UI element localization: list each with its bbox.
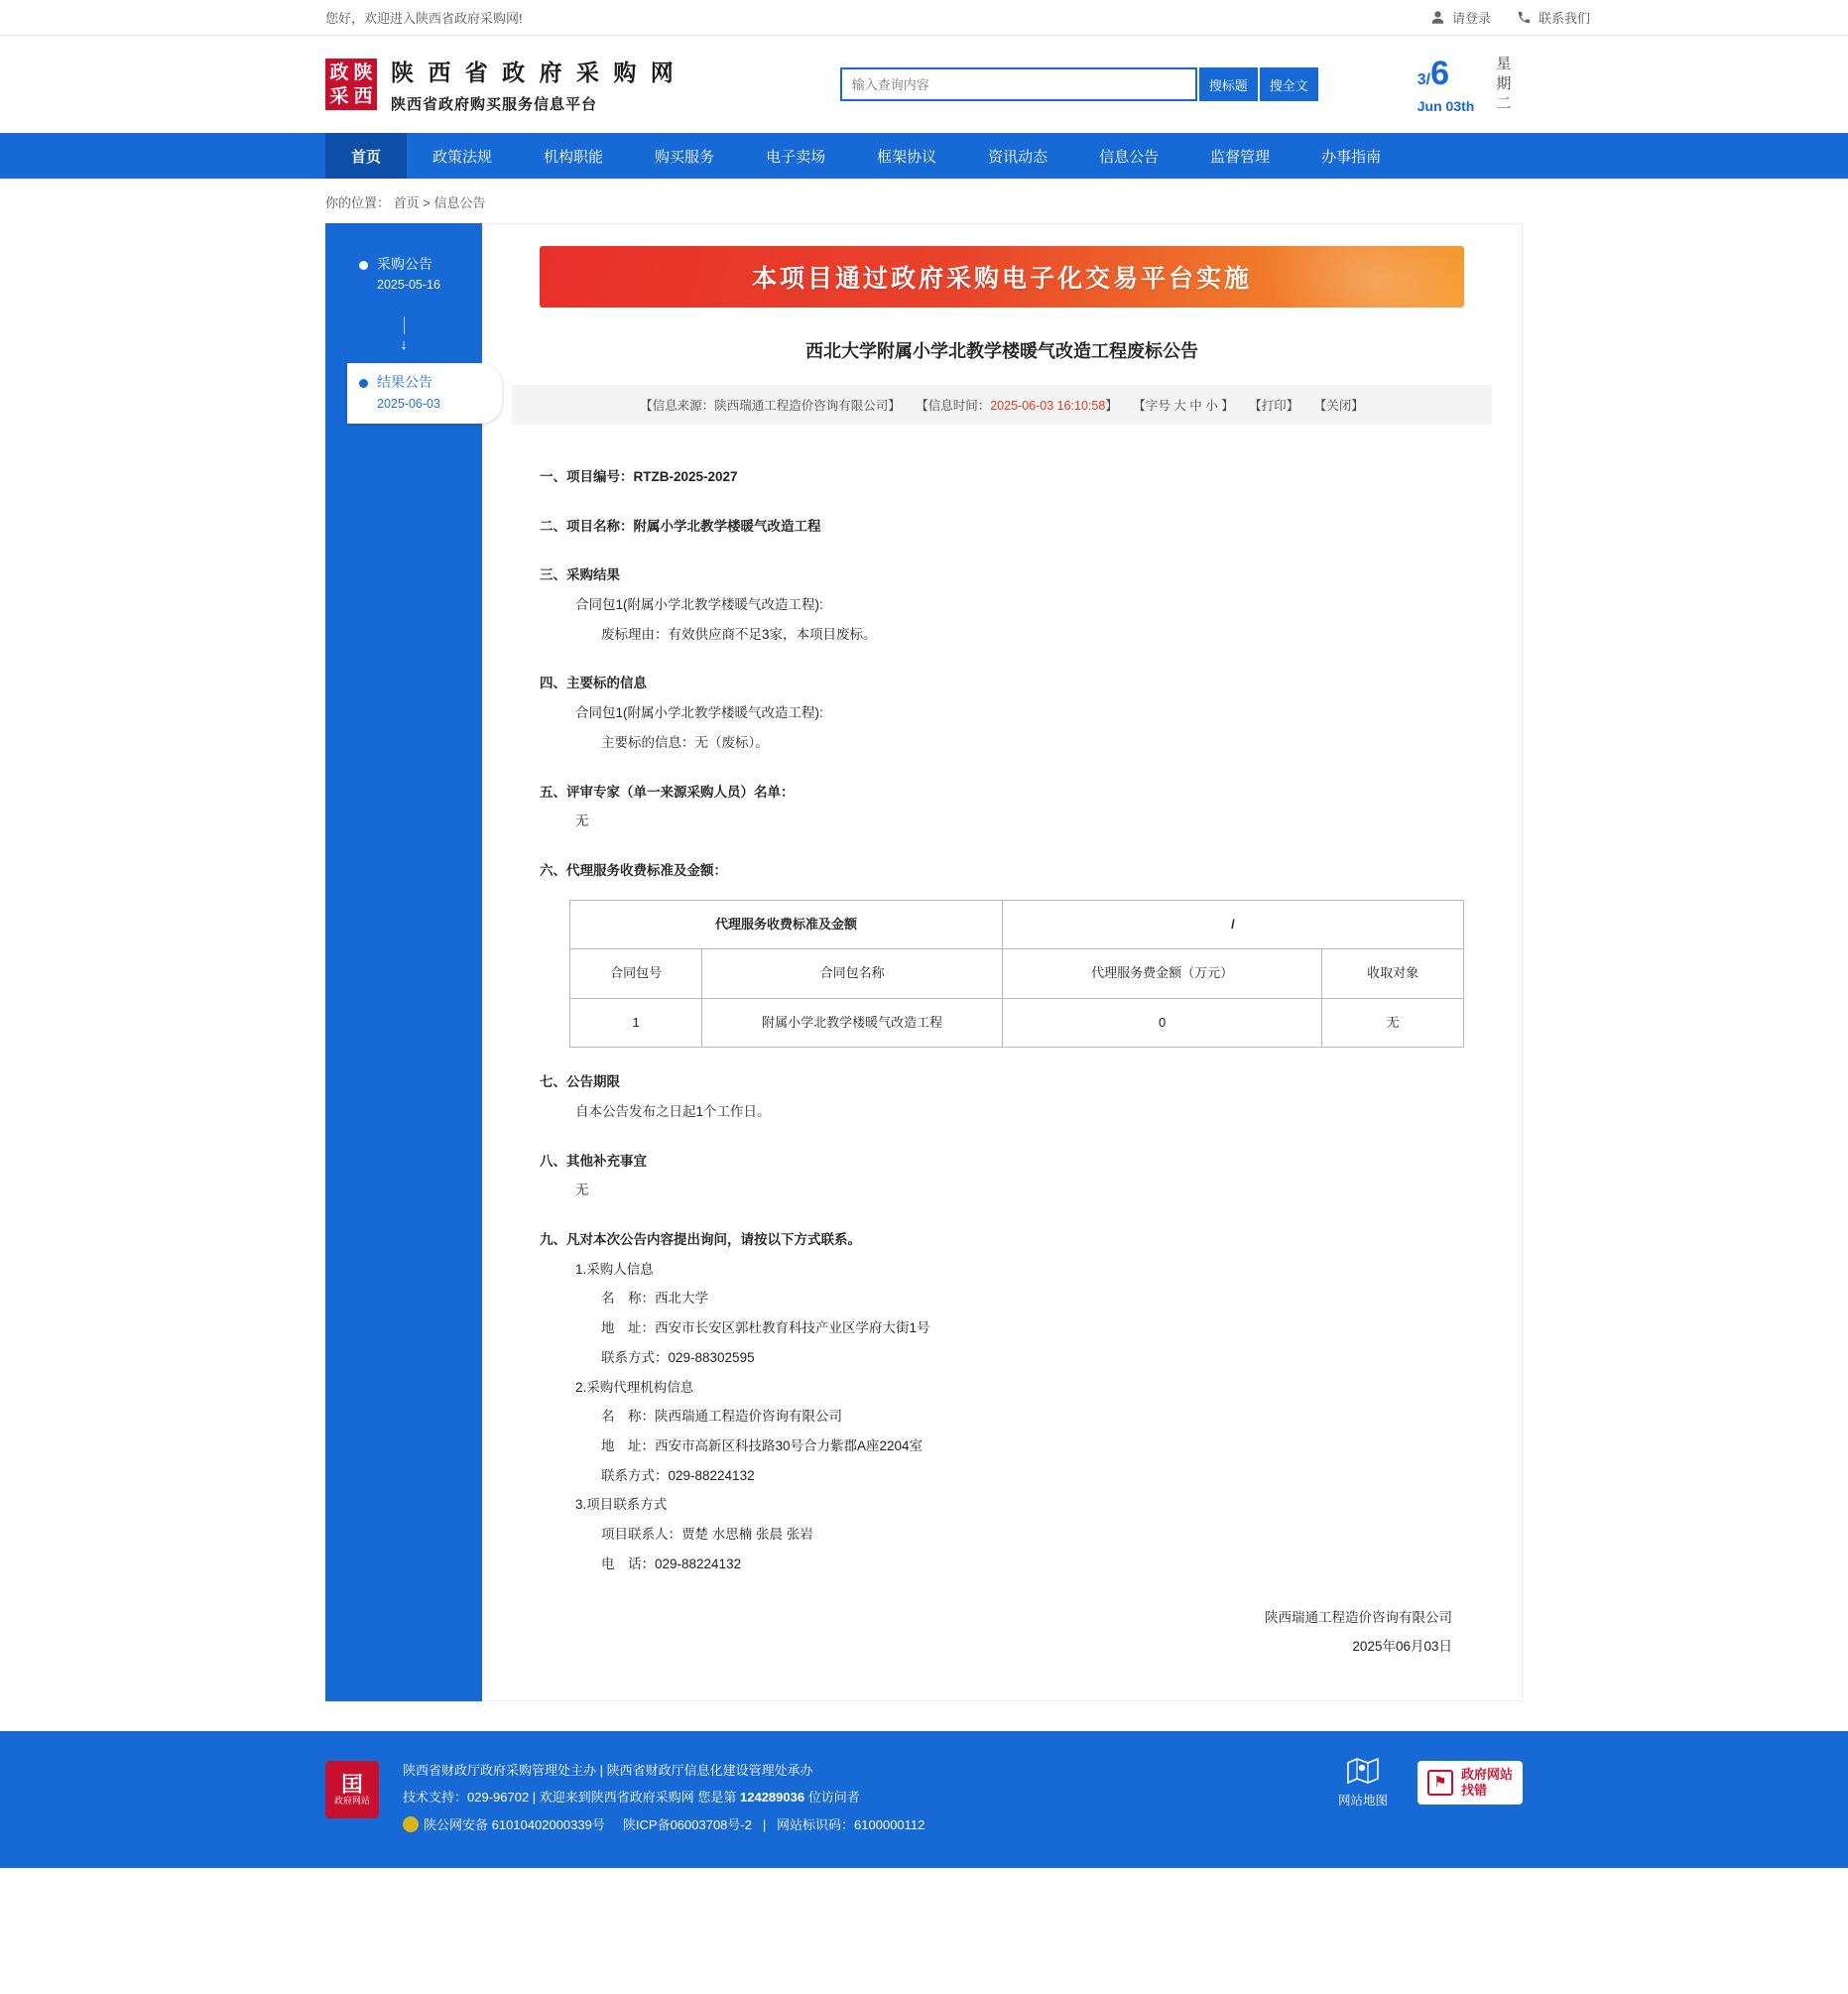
nav-item-functions[interactable]: 机构职能 (544, 148, 604, 166)
date-day: 6 (1430, 55, 1450, 93)
section-line: 联系方式：029-88224132 (601, 1467, 755, 1483)
signature-date: 2025年06月03日 (1352, 1638, 1452, 1654)
fontsize-small-button[interactable]: 小 (1205, 399, 1218, 413)
table-row (570, 998, 1464, 1048)
footer-line-2 (403, 1784, 924, 1810)
badge-line-2: 找错 (1460, 1783, 1487, 1799)
table-row (570, 900, 1464, 949)
logo-mark-icon (325, 59, 377, 110)
nav-item-guide[interactable]: 办事指南 (1321, 148, 1382, 166)
breadcrumb-separator: > (423, 195, 431, 210)
sidebar-arrow-glyph: ↓ (400, 336, 408, 354)
section-line: 无 (575, 1183, 589, 1198)
close-button[interactable]: 【关闭】 (1313, 399, 1364, 413)
section-heading: 六、代理服务收费标准及金额： (540, 862, 727, 878)
agency-fee-table (569, 900, 1464, 1049)
weekday-char-3: 二 (1496, 95, 1512, 113)
section-line: 废标理由：有效供应商不足3家，本项目废标。 (601, 626, 877, 642)
sidebar (325, 223, 482, 1701)
footer-line-1 (403, 1757, 924, 1784)
sitemap-label: 网站地图 (1337, 1794, 1388, 1808)
government-seal-icon: 囯 政府网站 (325, 1761, 379, 1818)
sidebar-flow-arrow-icon (325, 305, 482, 363)
sidebar-item-label: 采购公告 (377, 256, 432, 272)
date-month: 3 (1417, 71, 1426, 89)
weekday-label (1496, 55, 1511, 115)
site-header (0, 36, 1848, 133)
seal-label: 政府网站 (333, 1796, 370, 1807)
search-input[interactable] (840, 67, 1197, 101)
meta-fontsize-label: 【字号 (1133, 399, 1170, 413)
sidebar-item-date: 2025-05-16 (377, 278, 440, 293)
section-line: 项目联系人：贾楚 水思楠 张晨 张岩 (601, 1526, 813, 1542)
section-heading: 九、凡对本次公告内容提出询问，请按以下方式联系。 (540, 1232, 861, 1248)
print-button[interactable]: 【打印】 (1249, 399, 1299, 413)
section-heading: 八、其他补充事宜 (540, 1153, 647, 1169)
section-line: 合同包1(附属小学北教学楼暖气改造工程): (575, 597, 823, 613)
column-header: 代理服务费金额（万元） (1002, 949, 1321, 999)
site-logo[interactable] (325, 55, 678, 114)
table-cell: 0 (1002, 998, 1321, 1048)
site-footer (0, 1731, 1848, 1868)
footer-visitor-suffix: 位访问者 (804, 1790, 860, 1806)
article-content (482, 223, 1523, 1701)
date-numbers (1417, 55, 1475, 93)
sidebar-item-procurement-notice[interactable] (347, 245, 506, 305)
nav-item-policy[interactable]: 政策法规 (432, 148, 493, 166)
user-icon (1430, 10, 1445, 25)
date-separator: / (1425, 71, 1431, 89)
section-line: 2.采购代理机构信息 (575, 1379, 694, 1395)
section-heading: 一、项目编号：RTZB-2025-2027 (540, 469, 738, 484)
nav-item-news[interactable]: 资讯动态 (988, 148, 1048, 166)
meta-fontsize-end: 】 (1221, 399, 1234, 413)
site-name: 陕 西 省 政 府 采 购 网 (391, 60, 678, 85)
meta-time-end: 】 (1105, 399, 1118, 413)
section-heading: 三、采购结果 (540, 567, 620, 583)
section-line: 合同包1(附属小学北教学楼暖气改造工程): (575, 705, 823, 721)
meta-source-label: 【信息来源： (640, 399, 715, 413)
date-english: Jun 03th (1417, 98, 1475, 115)
fontsize-medium-button[interactable]: 中 (1189, 399, 1202, 413)
table-cell: 附属小学北教学楼暖气改造工程 (702, 998, 1003, 1048)
contact-link[interactable] (1517, 8, 1590, 27)
section-line: 3.项目联系方式 (575, 1497, 668, 1513)
section-line: 联系方式：029-88302595 (601, 1349, 755, 1365)
search-bar (840, 67, 1318, 101)
login-label: 请登录 (1451, 11, 1491, 26)
meta-source-end: 】 (888, 399, 901, 413)
column-header: 收取对象 (1322, 949, 1464, 999)
site-subtitle: 陕西省政府购买服务信息平台 (391, 96, 598, 113)
footer-line-3: 陕公网安备 61010402000339号 陕ICP备06003708号-2 | 网站标识码：6100000112 (403, 1811, 924, 1838)
signature-org: 陕西瑞通工程造价咨询有限公司 (1265, 1610, 1452, 1626)
section-line: 主要标的信息：无（废标）。 (601, 734, 769, 750)
sidebar-item-result-notice[interactable] (347, 363, 502, 423)
column-header: 合同包号 (570, 949, 702, 999)
table-row (570, 949, 1464, 999)
logo-char-4: 西 (353, 85, 373, 107)
breadcrumb-current: 信息公告 (433, 195, 486, 210)
visitor-count: 124289036 (740, 1790, 805, 1806)
logo-char-1: 政 (329, 62, 349, 83)
footer-host: 陕西省财政厅政府采购管理处主办 (403, 1763, 597, 1779)
bullet-icon (359, 261, 368, 270)
page-title: 西北大学附属小学北教学楼暖气改造工程废标公告 (805, 341, 1198, 361)
page-body (0, 223, 1848, 1701)
section-line: 无 (575, 813, 589, 829)
footer-right-block (1338, 1757, 1523, 1808)
nav-item-framework[interactable]: 框架协议 (877, 148, 937, 166)
nav-item-supervision[interactable]: 监督管理 (1210, 148, 1271, 166)
section-heading: 五、评审专家（单一来源采购人员）名单： (540, 784, 795, 800)
welcome-text: 您好，欢迎进入陕西省政府采购网! (325, 11, 523, 26)
main-nav (0, 133, 1848, 179)
table-cell: 1 (570, 998, 702, 1048)
article-meta-bar (512, 385, 1492, 425)
meta-time-label: 【信息时间： (916, 399, 991, 413)
police-record-link[interactable]: 陕公网安备 61010402000339号 (424, 1816, 605, 1832)
search-fulltext-button[interactable]: 搜全文 (1260, 67, 1318, 101)
section-heading: 七、公告期限 (540, 1074, 620, 1090)
sitemap-link[interactable] (1338, 1757, 1388, 1808)
bullet-icon (359, 379, 368, 388)
footer-text-block (403, 1757, 924, 1838)
badge-line-1: 政府网站 (1460, 1766, 1513, 1782)
contact-label: 联系我们 (1538, 11, 1590, 26)
search-title-button[interactable]: 搜标题 (1199, 67, 1258, 101)
section-line: 名 称：陕西瑞通工程造价咨询有限公司 (601, 1409, 842, 1425)
date-widget (1417, 55, 1512, 115)
section-line: 名 称：西北大学 (601, 1291, 708, 1307)
nav-item-announcements[interactable]: 信息公告 (1099, 148, 1160, 166)
meta-source-value: 陕西瑞通工程造价咨询有限公司 (714, 399, 889, 413)
breadcrumb (0, 179, 1848, 223)
phone-icon (1517, 10, 1532, 25)
sidebar-item-date: 2025-06-03 (377, 396, 440, 411)
breadcrumb-prefix: 你的位置： (325, 195, 391, 210)
section-line: 地 址：西安市长安区郭杜教育科技产业区学府大街1号 (601, 1320, 930, 1336)
top-bar-links (1430, 8, 1808, 27)
logo-char-2: 陕 (353, 62, 373, 83)
report-error-badge[interactable] (1417, 1761, 1523, 1806)
signature-block (540, 1604, 1464, 1661)
breadcrumb-home[interactable]: 首页 (393, 195, 420, 210)
article-body (512, 425, 1492, 1661)
section-line: 电 话：029-88224132 (601, 1556, 742, 1571)
footer-operator: 陕西省财政厅信息化建设管理处承办 (606, 1763, 813, 1779)
table-cell: 无 (1322, 998, 1464, 1048)
section-heading: 四、主要标的信息 (540, 676, 647, 691)
footer-sep: | (599, 1763, 604, 1779)
fee-table-header-left: 代理服务收费标准及金额 (570, 900, 1003, 949)
site-code: 网站标识码：6100000112 (777, 1816, 925, 1832)
sidebar-item-label: 结果公告 (377, 374, 432, 391)
weekday-char-2: 期 (1496, 74, 1512, 92)
top-bar (0, 0, 1848, 36)
map-icon (1346, 1757, 1380, 1785)
logo-char-3: 采 (329, 85, 349, 107)
nav-item-emarket[interactable]: 电子卖场 (766, 148, 826, 166)
fee-table-header-right: / (1002, 900, 1463, 949)
section-heading: 二、项目名称：附属小学北教学楼暖气改造工程 (540, 518, 821, 534)
fontsize-large-button[interactable]: 大 (1173, 399, 1186, 413)
weekday-char-1: 星 (1496, 55, 1512, 72)
footer-support: 技术支持：029-96702 | 欢迎来到陕西省政府采购网 您是第 (403, 1790, 740, 1806)
section-line: 1.采购人信息 (575, 1261, 654, 1277)
icp-link[interactable]: 陕ICP备06003708号-2 (622, 1816, 752, 1832)
platform-banner: 本项目通过政府采购电子化交易平台实施 (540, 246, 1464, 308)
nav-item-home[interactable]: 首页 (325, 133, 407, 179)
meta-time-value: 2025-06-03 16:10:58 (990, 399, 1106, 413)
column-header: 合同包名称 (702, 949, 1003, 999)
police-badge-icon (403, 1816, 419, 1832)
section-line: 自本公告发布之日起1个工作日。 (575, 1104, 771, 1120)
login-link[interactable] (1430, 8, 1491, 27)
gov-badge-icon: ⚑ (1427, 1770, 1453, 1796)
nav-item-purchase-service[interactable]: 购买服务 (655, 148, 715, 166)
section-line: 地 址：西安市高新区科技路30号合力紫郡A座2204室 (601, 1437, 924, 1453)
